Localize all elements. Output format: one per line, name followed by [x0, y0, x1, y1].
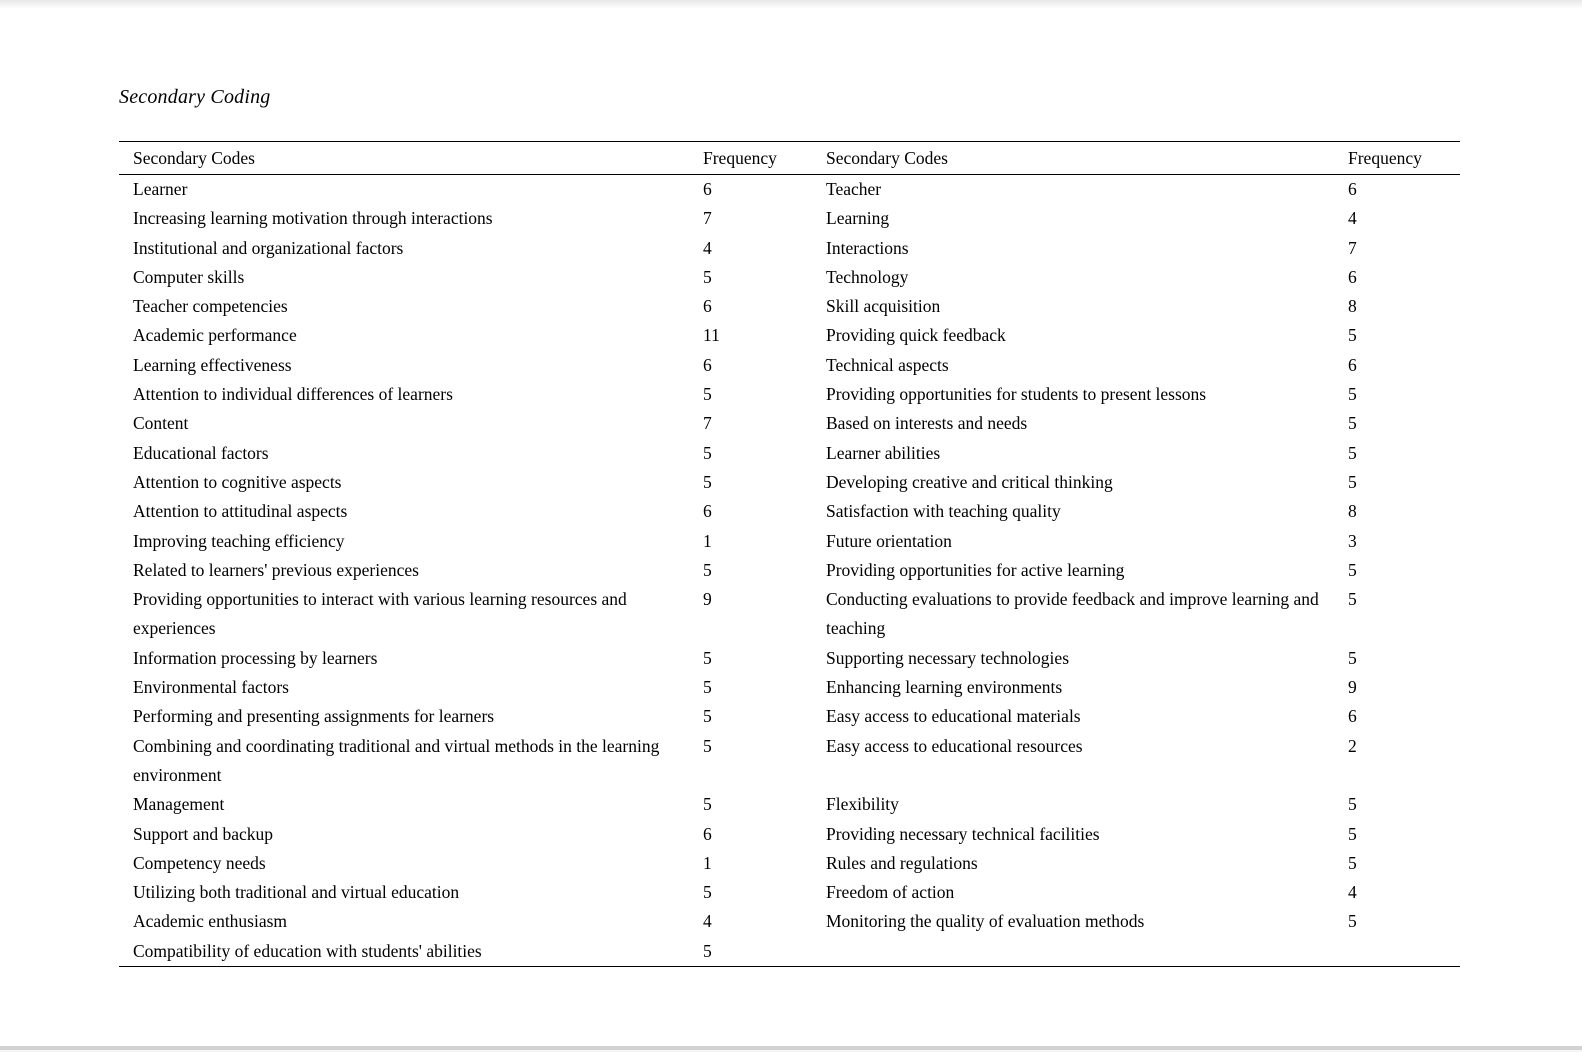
right-freq-cell: 8	[1348, 296, 1357, 317]
secondary-coding-table	[119, 141, 1460, 967]
right-code-cell: Skill acquisition	[826, 296, 941, 317]
left-freq-cell: 1	[703, 852, 712, 873]
right-code-cell: Providing opportunities for active learning	[826, 559, 1125, 580]
left-freq-cell: 6	[703, 823, 712, 844]
right-freq-cell: 6	[1348, 179, 1357, 199]
table-row	[119, 732, 1460, 791]
left-freq-cell: 5	[703, 677, 712, 698]
left-freq-cell: 5	[703, 647, 712, 668]
right-code-cell: Satisfaction with teaching quality	[826, 501, 1061, 522]
left-code-cell: Performing and presenting assignments for learners	[133, 706, 495, 727]
right-freq-cell: 5	[1348, 823, 1357, 844]
left-freq-cell: 4	[703, 911, 712, 932]
left-freq-cell: 5	[703, 559, 712, 580]
right-code-cell: Developing creative and critical thinking	[826, 471, 1113, 492]
page-top-edge-shadow	[0, 0, 1582, 9]
table-row	[119, 556, 1460, 585]
right-freq-cell: 5	[1348, 413, 1357, 434]
left-code-cell: Attention to individual differences of learners	[133, 384, 453, 405]
header-frequency-right: Frequency	[1334, 142, 1460, 175]
left-freq-cell: 5	[703, 940, 712, 961]
right-freq-cell: 5	[1348, 442, 1357, 463]
right-code-cell: Providing necessary technical facilities	[826, 823, 1100, 844]
left-freq-cell: 7	[703, 413, 712, 434]
table-header-row	[119, 142, 1460, 175]
right-freq-cell: 8	[1348, 501, 1357, 522]
table-row	[119, 585, 1460, 644]
header-frequency-left: Frequency	[689, 142, 812, 175]
left-code-cell: Attention to cognitive aspects	[133, 471, 342, 492]
right-code-cell: Supporting necessary technologies	[826, 647, 1070, 668]
right-code-cell: Future orientation	[826, 530, 952, 551]
right-code-cell: Based on interests and needs	[826, 413, 1028, 434]
right-code-cell: Providing quick feedback	[826, 325, 1006, 346]
table-row	[119, 673, 1460, 702]
left-freq-cell: 5	[703, 735, 712, 756]
left-code-cell: Improving teaching efficiency	[133, 530, 345, 551]
right-code-cell: Teacher	[826, 179, 882, 199]
table-row	[119, 468, 1460, 497]
left-code-cell: Institutional and organizational factors	[133, 237, 404, 258]
table-row	[119, 527, 1460, 556]
header-secondary-codes-left: Secondary Codes	[119, 142, 689, 175]
table-row	[119, 790, 1460, 819]
right-freq-cell: 4	[1348, 882, 1357, 903]
left-freq-cell: 7	[703, 208, 712, 229]
left-code-cell: Related to learners' previous experiences	[133, 559, 419, 580]
table-row	[119, 351, 1460, 380]
left-freq-cell: 6	[703, 501, 712, 522]
left-code-cell: Support and backup	[133, 823, 273, 844]
left-code-cell: Combining and coordinating traditional and virtual methods in the learning environment	[133, 735, 660, 785]
left-freq-cell: 1	[703, 530, 712, 551]
left-code-cell: Information processing by learners	[133, 647, 378, 668]
left-code-cell: Environmental factors	[133, 677, 289, 698]
left-code-cell: Academic performance	[133, 325, 297, 346]
left-code-cell: Learner	[133, 179, 188, 199]
right-freq-cell: 5	[1348, 794, 1357, 815]
right-code-cell: Interactions	[826, 237, 909, 258]
table-row	[119, 937, 1460, 967]
right-code-cell: Learner abilities	[826, 442, 941, 463]
left-freq-cell: 5	[703, 471, 712, 492]
left-freq-cell: 5	[703, 384, 712, 405]
table-row	[119, 849, 1460, 878]
right-code-cell: Technical aspects	[826, 354, 949, 375]
table-row	[119, 204, 1460, 233]
right-code-cell: Technology	[826, 266, 909, 287]
right-freq-cell: 6	[1348, 266, 1357, 287]
left-code-cell: Management	[133, 794, 225, 815]
left-freq-cell: 9	[703, 589, 712, 610]
left-code-cell: Providing opportunities to interact with various learning resources and experiences	[133, 589, 627, 639]
right-freq-cell: 9	[1348, 677, 1357, 698]
right-code-cell: Learning	[826, 208, 890, 229]
right-freq-cell: 6	[1348, 354, 1357, 375]
table-row	[119, 702, 1460, 731]
left-code-cell: Academic enthusiasm	[133, 911, 288, 932]
table-row	[119, 380, 1460, 409]
left-code-cell: Content	[133, 413, 189, 434]
right-freq-cell: 5	[1348, 852, 1357, 873]
left-freq-cell: 6	[703, 354, 712, 375]
left-freq-cell: 4	[703, 237, 712, 258]
table-row	[119, 907, 1460, 936]
left-freq-cell: 5	[703, 266, 712, 287]
right-code-cell: Rules and regulations	[826, 852, 978, 873]
table-row	[119, 409, 1460, 438]
left-code-cell: Computer skills	[133, 266, 245, 287]
table-row	[119, 644, 1460, 673]
left-code-cell: Educational factors	[133, 442, 269, 463]
table-row	[119, 263, 1460, 292]
table-row	[119, 497, 1460, 526]
left-code-cell: Compatibility of education with students' abilities	[133, 940, 482, 961]
table-row	[119, 292, 1460, 321]
table-title: Secondary Coding	[119, 86, 271, 108]
right-code-cell: Easy access to educational resources	[826, 735, 1083, 756]
left-code-cell: Teacher competencies	[133, 296, 288, 317]
right-freq-cell: 5	[1348, 911, 1357, 932]
right-code-cell	[812, 937, 1334, 967]
right-freq-cell: 5	[1348, 384, 1357, 405]
left-freq-cell: 11	[703, 325, 720, 346]
right-code-cell: Freedom of action	[826, 882, 955, 903]
right-code-cell: Enhancing learning environments	[826, 677, 1063, 698]
right-freq-cell: 4	[1348, 208, 1357, 229]
left-freq-cell: 5	[703, 442, 712, 463]
left-code-cell: Utilizing both traditional and virtual education	[133, 882, 460, 903]
right-freq-cell: 2	[1348, 735, 1357, 756]
right-code-cell: Easy access to educational materials	[826, 706, 1081, 727]
table-row	[119, 175, 1460, 205]
left-code-cell: Increasing learning motivation through interactions	[133, 208, 493, 229]
right-code-cell: Conducting evaluations to provide feedback and improve learning and teaching	[826, 589, 1319, 639]
right-freq-cell: 5	[1348, 325, 1357, 346]
table-row	[119, 820, 1460, 849]
right-freq-cell: 7	[1348, 237, 1357, 258]
right-code-cell: Monitoring the quality of evaluation methods	[826, 911, 1145, 932]
left-freq-cell: 5	[703, 882, 712, 903]
header-secondary-codes-right: Secondary Codes	[812, 142, 1334, 175]
left-code-cell: Competency needs	[133, 852, 266, 873]
right-freq-cell: 5	[1348, 559, 1357, 580]
left-code-cell: Attention to attitudinal aspects	[133, 501, 348, 522]
left-freq-cell: 6	[703, 296, 712, 317]
right-freq-cell	[1334, 937, 1460, 967]
right-code-cell: Providing opportunities for students to present lessons	[826, 384, 1207, 405]
left-freq-cell: 5	[703, 706, 712, 727]
right-freq-cell: 5	[1348, 647, 1357, 668]
right-freq-cell: 3	[1348, 530, 1357, 551]
left-freq-cell: 6	[703, 179, 712, 199]
table-row	[119, 878, 1460, 907]
right-freq-cell: 5	[1348, 471, 1357, 492]
right-code-cell: Flexibility	[826, 794, 899, 815]
right-freq-cell: 6	[1348, 706, 1357, 727]
left-freq-cell: 5	[703, 794, 712, 815]
table-row	[119, 321, 1460, 350]
table-row	[119, 439, 1460, 468]
table-row	[119, 234, 1460, 263]
left-code-cell: Learning effectiveness	[133, 354, 292, 375]
right-freq-cell: 5	[1348, 589, 1357, 610]
